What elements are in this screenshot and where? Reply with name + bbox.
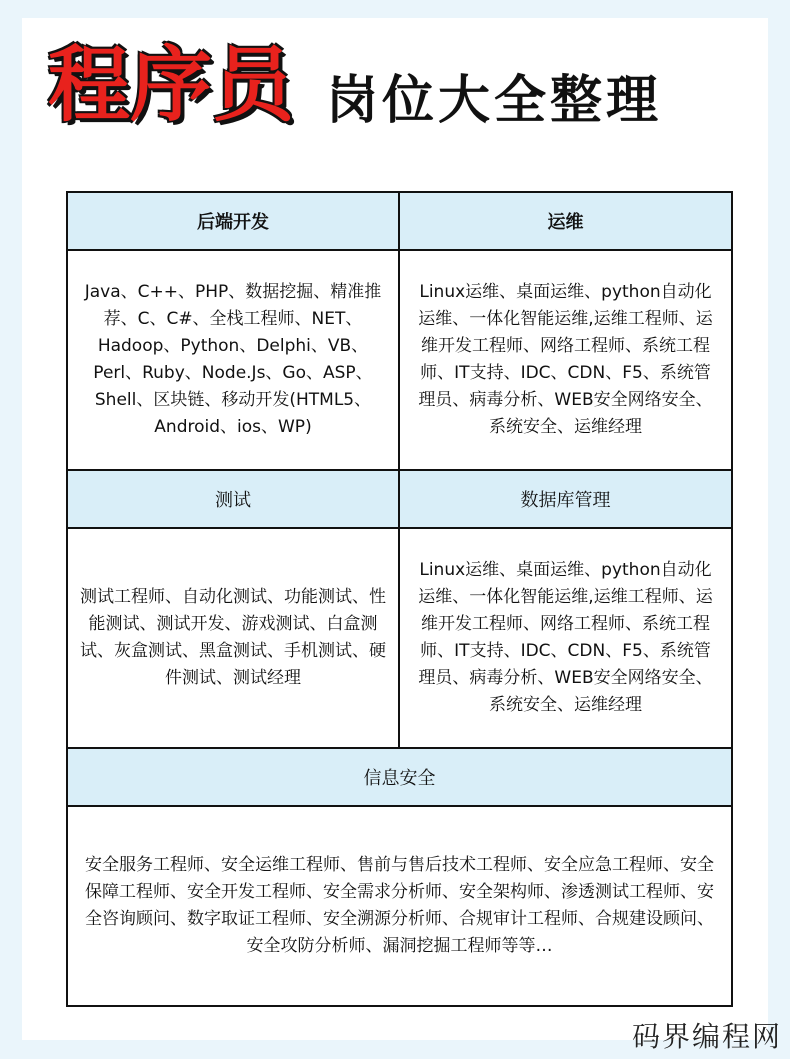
testing-header: 测试 [67, 470, 399, 528]
database-content: Linux运维、桌面运维、python自动化运维、一体化智能运维,运维工程师、运维开发工程师、网络工程师、系统工程师、IT支持、IDC、CDN、F5、系统管理员、病毒分析、WEB安全网络安全、系统安全、运维经理 [399, 528, 732, 748]
ops-content: Linux运维、桌面运维、python自动化运维、一体化智能运维,运维工程师、运维开发工程师、网络工程师、系统工程师、IT支持、IDC、CDN、F5、系统管理员、病毒分析、WEB安全网络安全、系统安全、运维经理 [399, 250, 732, 470]
title-sub: 岗位大全整理 [326, 71, 663, 131]
security-content: 安全服务工程师、安全运维工程师、售前与售后技术工程师、安全应急工程师、安全保障工程师、安全开发工程师、安全需求分析师、安全架构师、渗透测试工程师、安全咨询顾问、数字取证工程师、安全溯源分析师、合规审计工程师、合规建设顾问、安全攻防分析师、漏洞挖掘工程师等等… [67, 806, 732, 1006]
security-header: 信息安全 [67, 748, 732, 806]
testing-content: 测试工程师、自动化测试、功能测试、性能测试、测试开发、游戏测试、白盒测试、灰盒测试、黑盒测试、手机测试、硬件测试、测试经理 [67, 528, 399, 748]
watermark: 码界编程网 [631, 1020, 782, 1053]
job-table [66, 191, 733, 1007]
database-header: 数据库管理 [399, 470, 732, 528]
backend-header: 后端开发 [67, 192, 399, 250]
backend-content: Java、C++、PHP、数据挖掘、精准推荐、C、C#、全栈工程师、NET、Hadoop、Python、Delphi、VB、Perl、Ruby、Node.Js、Go、ASP、Shell、区块链、移动开发(HTML5、Android、ios、WP) [67, 250, 399, 470]
ops-header: 运维 [399, 192, 732, 250]
title-main: 程序员 [48, 38, 295, 133]
